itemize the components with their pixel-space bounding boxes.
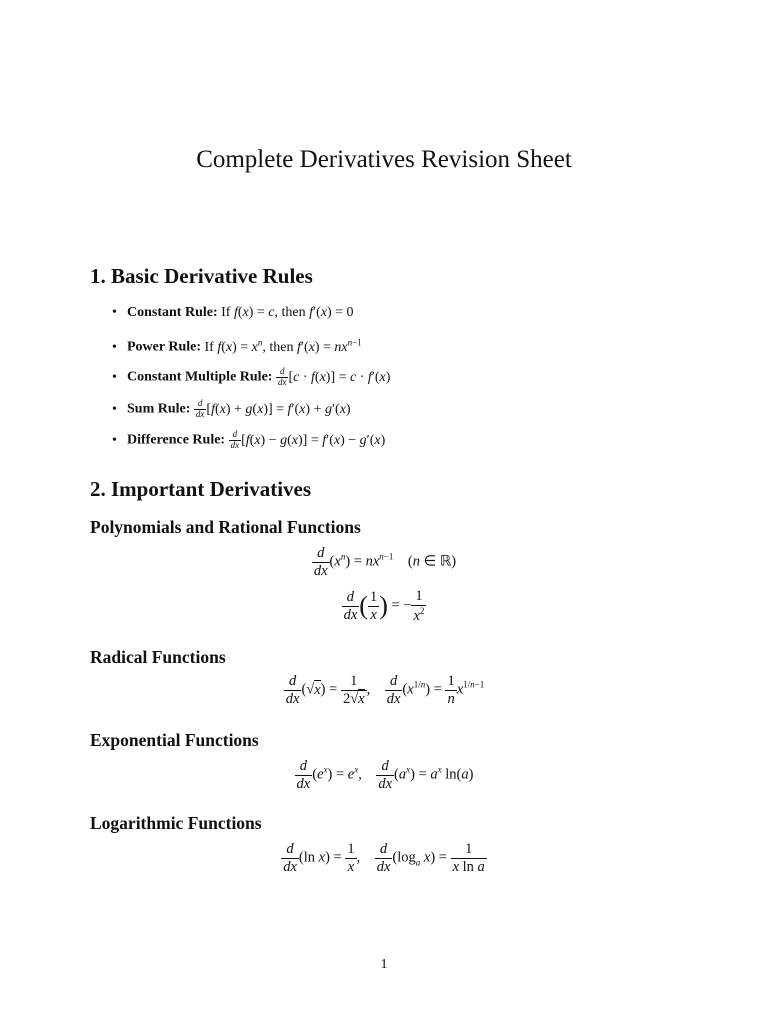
rule-text: $\frac{d}{dx}$ [f(x) − g(x)] = f′(x) − g′(x) <box>230 429 386 450</box>
rule-difference <box>112 430 385 451</box>
rule-constant <box>112 305 354 321</box>
subsection-heading-radicals: Radical Functions <box>90 647 226 667</box>
section-heading-important-derivatives: 2. Important Derivatives <box>90 477 312 501</box>
page-title: Complete Derivatives Revision Sheet <box>196 146 572 173</box>
bullet-icon: • <box>112 401 117 417</box>
page-number: 1 <box>380 957 388 972</box>
rule-text: $\frac{d}{dx}$ [c · f(x)] = c · f′(x) <box>277 366 391 387</box>
subsection-heading-exponential: Exponential Functions <box>90 730 259 750</box>
rule-label: Power Rule: <box>127 339 201 355</box>
rule-label: Constant Multiple Rule: <box>127 369 273 385</box>
equation-reciprocal: $\frac{d}{dx}$ ( $\frac{1}{x}$ ) = − $\frac{1}{x^2}$ <box>343 588 425 624</box>
bullet-icon: • <box>112 339 117 355</box>
bullet-icon: • <box>112 305 117 320</box>
rule-label: Constant Rule: <box>127 305 218 320</box>
equation-exponential: $\frac{d}{dx}$ $(e^x) = e^x$, $\frac{d}{dx}$ $(a^x) = a^x$ ln(a) <box>296 758 474 792</box>
bullet-icon: • <box>112 369 117 385</box>
section-heading-basic-rules: 1. Basic Derivative Rules <box>90 264 313 288</box>
rule-constant-multiple <box>112 367 390 388</box>
rule-text: $\frac{d}{dx}$ [f(x) + g(x)] = f′(x) + g′(x) <box>195 398 351 419</box>
rule-label: Sum Rule: <box>127 401 191 417</box>
rule-power <box>112 337 362 356</box>
equation-power: $\frac{d}{dx}$ $(x^n) = nx^{n-1}$ (n ∈ ℝ) <box>313 545 457 579</box>
rule-label: Difference Rule: <box>127 432 226 448</box>
equation-logarithmic: $\frac{d}{dx}$ (ln x) = $\frac{1}{x}$ , $\frac{d}{dx}$ ($\log_a$ x) = $\frac{1}{\text{x ln a}}$ <box>283 841 485 875</box>
rule-sum <box>112 399 351 420</box>
equation-radicals: $\frac{d}{dx}$ (√x) = $\frac{1}{2√x}$ , $\frac{d}{dx}$ $(x^{1/n})$ = $\frac{1}{n}$ $x^{1/n-1}$ <box>285 673 485 707</box>
bullet-icon: • <box>112 432 117 448</box>
rule-text: If f(x) = c, then f′(x) = 0 <box>221 305 354 320</box>
subsection-heading-logarithmic: Logarithmic Functions <box>90 813 262 833</box>
rule-text: If $f(x) = x^n$, then $f'(x) = nx^{n-1}$ <box>204 337 362 355</box>
subsection-heading-polynomials: Polynomials and Rational Functions <box>90 517 361 537</box>
